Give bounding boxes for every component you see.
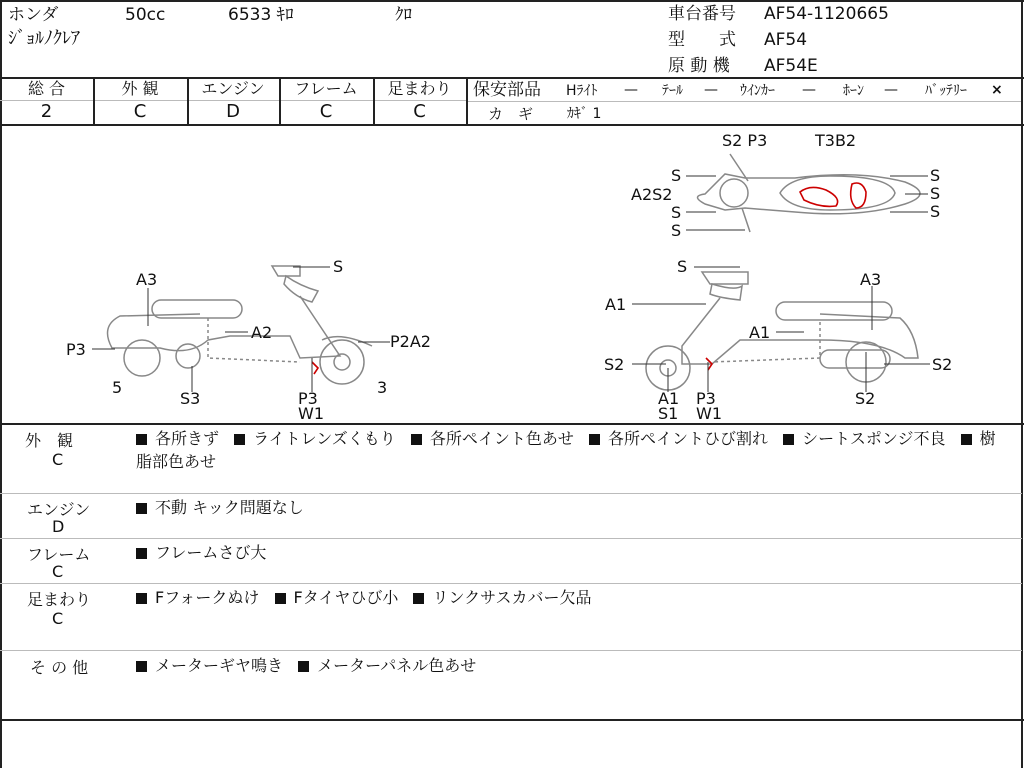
winker-label: ｳｲﾝｶｰ (740, 83, 775, 99)
safety-label: 保安部品 (473, 80, 541, 100)
right-view-outline (646, 272, 918, 390)
border-top (0, 0, 1024, 2)
bullet-icon (136, 661, 147, 672)
engine-value: AF54E (764, 56, 818, 76)
bullet-icon (136, 503, 147, 514)
note-rule-4 (0, 650, 1022, 651)
label-right-s2-front: S2 (604, 355, 625, 374)
note-item: Fタイヤひび小 (293, 588, 399, 607)
headlight-label: Hﾗｲﾄ (566, 83, 598, 99)
label-left-w1: W1 (298, 404, 324, 422)
horn-value: — (884, 82, 898, 98)
bullet-icon (783, 434, 794, 445)
note-category-engine: エンジン (27, 500, 91, 519)
safety-mid-rule (468, 101, 1021, 102)
note-item: 樹脂部色あせ (136, 429, 996, 471)
bullet-icon (298, 661, 309, 672)
frame-no-label: 車台番号 (668, 4, 736, 24)
bullet-icon (234, 434, 245, 445)
engine-label: 原 動 機 (668, 56, 730, 76)
type-value: AF54 (764, 30, 808, 50)
note-item: メーターパネル色あせ (317, 656, 477, 675)
bullet-icon (411, 434, 422, 445)
note-item: シートスポンジ不良 (802, 429, 946, 448)
label-top-t3b2: T3B2 (815, 131, 857, 150)
battery-value: × (991, 82, 1003, 98)
note-rule-3 (0, 583, 1022, 584)
frame-grade-label: フレーム (294, 79, 358, 98)
body-color: ｸﾛ (395, 5, 412, 25)
overall-label: 総 合 (27, 79, 66, 98)
note-items-other (136, 654, 476, 677)
engine-grade-label: エンジン (201, 79, 265, 98)
note-grade-suspension: C (52, 609, 64, 628)
label-right-s1: S1 (658, 404, 679, 422)
label-top-a2s2: A2S2 (631, 185, 673, 204)
label-top-s-2: S (671, 203, 682, 222)
battery-label: ﾊﾞｯﾃﾘｰ (925, 83, 967, 99)
label-right-w1: W1 (696, 404, 722, 422)
note-category-exterior: 外 観 (25, 431, 74, 450)
note-item: ライトレンズくもり (253, 429, 396, 448)
label-left-5: 5 (112, 378, 123, 397)
label-right-s2-rear: S2 (932, 355, 953, 374)
note-item: 各所ペイントひび割れ (607, 429, 768, 448)
label-right-s2-bottom: S2 (855, 389, 876, 408)
bullet-icon (961, 434, 972, 445)
grade-col-5 (466, 77, 468, 125)
label-top-s-4: S (930, 166, 941, 185)
label-left-s: S (333, 257, 344, 276)
note-item: Fフォークぬけ (155, 588, 260, 607)
overall-grade: 2 (40, 101, 53, 122)
bullet-icon (589, 434, 600, 445)
note-items-suspension (136, 586, 592, 609)
damage-mark-seat-1 (800, 187, 838, 206)
note-items-engine (136, 496, 304, 519)
label-left-a2: A2 (251, 323, 273, 342)
label-top-s2p3: S2 P3 (722, 131, 768, 150)
label-right-a1: A1 (605, 295, 627, 314)
bullet-icon (413, 593, 424, 604)
label-right-a1b: A1 (749, 323, 771, 342)
label-top-s-5: S (930, 184, 941, 203)
note-rule-1 (0, 493, 1022, 494)
note-item: リンクサスカバー欠品 (432, 588, 592, 607)
note-grade-frame: C (52, 562, 64, 581)
suspension-grade-label: 足まわり (387, 79, 452, 98)
tail-label: ﾃｰﾙ (662, 83, 683, 99)
label-left-p3b: P3 (298, 389, 318, 408)
rule-diagram (0, 423, 1024, 425)
type-label: 型 式 (668, 30, 736, 50)
note-item: 各所きず (155, 429, 220, 448)
label-right-s: S (677, 257, 688, 276)
bullet-icon (136, 548, 147, 559)
note-item: フレームさび大 (155, 543, 267, 562)
label-top-s-3: S (671, 221, 682, 240)
note-items-exterior (136, 427, 1006, 473)
note-grade-exterior: C (52, 450, 64, 469)
bullet-icon (136, 434, 147, 445)
label-left-p3: P3 (66, 340, 86, 359)
tail-value: — (704, 82, 718, 98)
displacement: 50cc (125, 5, 166, 25)
label-left-s3: S3 (180, 389, 201, 408)
label-left-3: 3 (377, 378, 388, 397)
note-category-other: そ の 他 (30, 658, 89, 677)
bullet-icon (136, 593, 147, 604)
model-name: ｼﾞｮﾙﾉｸﾚｱ (8, 28, 80, 49)
scooter-diagram (0, 126, 1022, 422)
label-left-p2a2: P2A2 (390, 332, 431, 351)
frame-grade: C (319, 101, 333, 122)
winker-value: — (802, 82, 816, 98)
damage-mark-seat-2 (851, 183, 866, 208)
key-label: カ ギ (488, 105, 534, 123)
frame-no: AF54-1120665 (764, 4, 889, 24)
horn-label: ﾎｰﾝ (843, 83, 864, 99)
damage-mark-left (312, 362, 318, 374)
label-top-s-6: S (930, 202, 941, 221)
note-category-suspension: 足まわり (27, 590, 92, 609)
bullet-icon (275, 593, 286, 604)
label-top-s-1: S (671, 166, 682, 185)
rule-notes-end (0, 719, 1024, 721)
note-category-frame: フレーム (27, 545, 91, 564)
label-left-a3: A3 (136, 270, 158, 289)
headlight-value: — (624, 82, 638, 98)
label-right-p3: P3 (696, 389, 716, 408)
note-item: 不動 キック問題なし (155, 498, 304, 517)
note-grade-engine: D (52, 517, 65, 536)
note-items-frame (136, 541, 266, 564)
exterior-grade: C (133, 101, 147, 122)
label-right-a3: A3 (860, 270, 882, 289)
note-item: 各所ペイント色あせ (429, 429, 574, 448)
mileage: 6533 ｷﾛ (228, 5, 294, 25)
top-view-outline (698, 154, 921, 232)
note-rule-2 (0, 538, 1022, 539)
engine-grade: D (226, 101, 240, 122)
exterior-label: 外 観 (121, 79, 159, 98)
maker: ホンダ (8, 5, 59, 25)
key-value: ｶｷﾞ 1 (567, 106, 602, 122)
note-item: メーターギヤ鳴き (155, 656, 284, 675)
label-right-a1c: A1 (658, 389, 680, 408)
suspension-grade: C (413, 101, 426, 122)
